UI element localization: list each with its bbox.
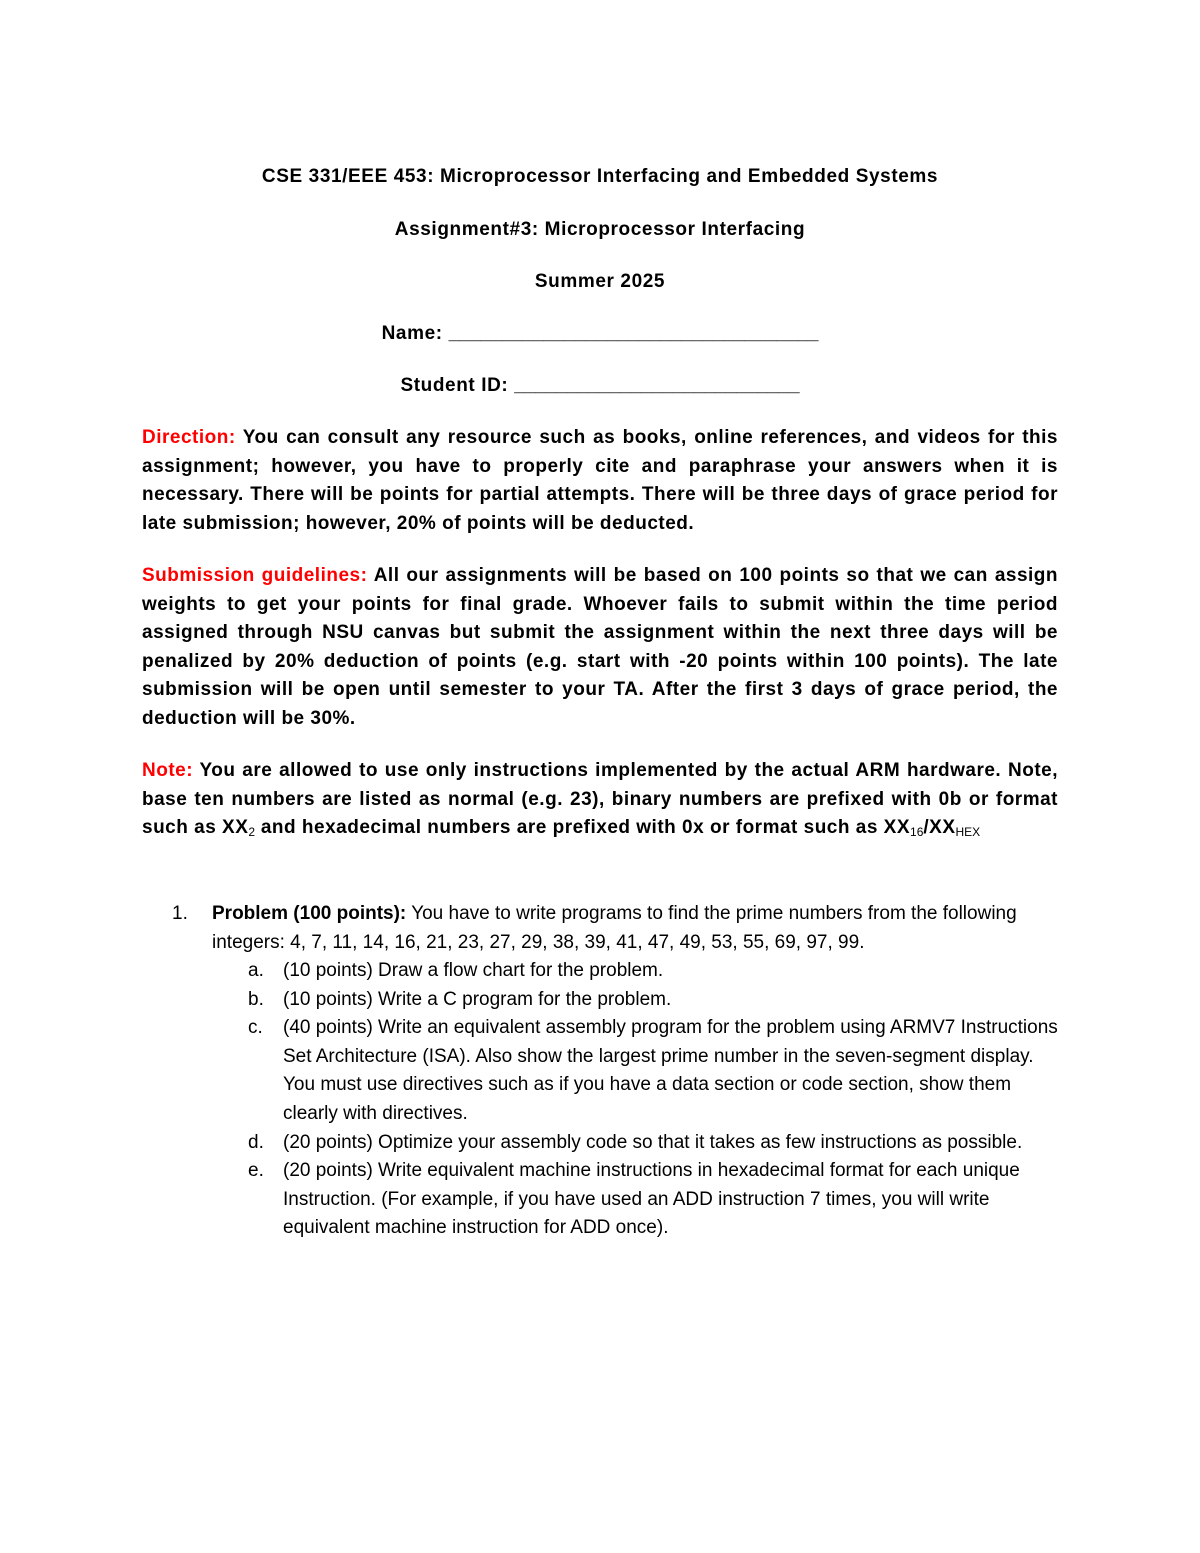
student-id-label: Student ID:: [400, 375, 509, 396]
term: Summer 2025: [534, 271, 666, 292]
name-line: [0, 323, 1200, 345]
note-text-2: and hexadecimal numbers are prefixed with 0x or format such as XX: [255, 817, 911, 839]
list-item: c. (40 points) Write an equivalent assembly program for the problem using ARMV7 Instructions Set Architecture (ISA). Also show the largest prime number in the seven-segment display. You must use directives such as if you have a data section or code section, show them clearly with directives.: [248, 1017, 1058, 1124]
list-item: a. (10 points) Draw a flow chart for the problem.: [248, 960, 664, 981]
submission-label: Submission guidelines:: [142, 565, 368, 586]
student-id-line: [0, 375, 1200, 397]
problem-text: You have to write programs to find the prime numbers from the following integers: 4, 7, 11, 14, 16, 21, 23, 27, 29, 38, 39, 41, 47, 49, 53, 55, 69, 97, 99.: [212, 903, 1017, 953]
name-blank: ___________________________________: [448, 323, 819, 344]
direction-paragraph: [142, 424, 1058, 538]
problem-title: Problem (100 points):: [212, 903, 407, 924]
submission-paragraph: [142, 562, 1058, 734]
problem-number: 1.: [172, 903, 188, 924]
note-text-1: You are allowed to use only instructions implemented by the actual ARM hardware. Note, base ten numbers are listed as normal (e.g. 23), binary numbers are prefixed with 0b or format such as XX: [142, 760, 1059, 839]
submission-text: All our assignments will be based on 100 points so that we can assign weights to get your points for final grade. Whoever fails to submit within the time period assigned through NSU canvas but submit the assignment within the next three days will be penalized by 20% deduction of points (e.g. start with -20 points within 100 points). The late submission will be open until semester to your TA. After the first 3 days of grace period, the deduction will be 30%.: [142, 565, 1059, 729]
course-title: CSE 331/EEE 453: Microprocessor Interfacing and Embedded Systems: [261, 166, 939, 187]
note-sub-16: 16: [910, 825, 924, 840]
direction-label: Direction:: [142, 427, 236, 448]
list-item: b. (10 points) Write a C program for the problem.: [248, 988, 672, 1010]
student-id-blank: ___________________________: [514, 375, 800, 396]
assignment-title: Assignment#3: Microprocessor Interfacing: [394, 219, 806, 240]
name-label: Name:: [381, 323, 443, 344]
list-item: e. (20 points) Write equivalent machine instructions in hexadecimal format for each unique Instruction. (For example, if you have used an ADD instruction 7 times, you will write equivalent machine instruction for ADD once).: [248, 1160, 1020, 1239]
note-sub-binary: 2: [248, 825, 256, 840]
note-text-3: /XX: [923, 817, 956, 839]
note-label: Note:: [142, 760, 194, 781]
problem-subitems: [242, 957, 1062, 1243]
note-paragraph: [142, 757, 1058, 843]
direction-text: You can consult any resource such as books, online references, and videos for this assignment; however, you have to properly cite and paraphrase your answers when it is necessary. There will be points for partial attempts. There will be three days of grace period for late submission; however, 20% of points will be deducted.: [142, 427, 1058, 534]
note-sub-hex: HEX: [955, 825, 981, 840]
list-item: d. (20 points) Optimize your assembly code so that it takes as few instructions as possible.: [248, 1131, 1023, 1153]
problem-intro: [212, 900, 1062, 957]
